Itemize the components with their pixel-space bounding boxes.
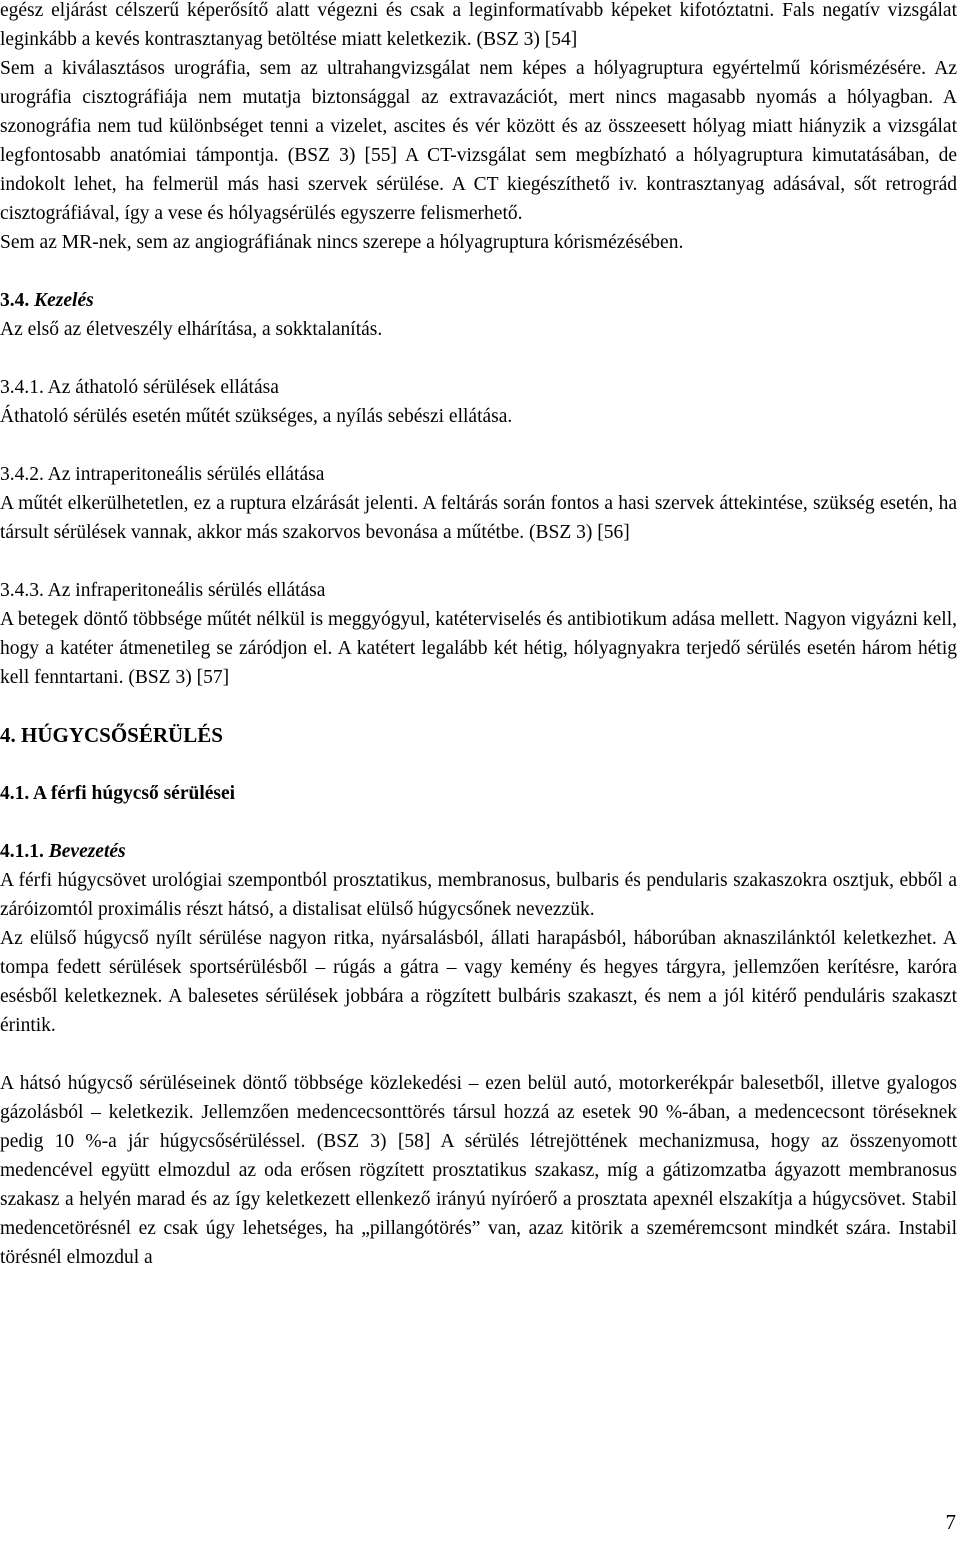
heading-4-1-1 [0, 837, 957, 866]
paragraph-ferfi-hugycso: A férfi húgycsövet urológiai szempontból prosztatikus, membranosus, bulbaris és pendularis szakaszokra osztjuk, ebből a záróizomtól proximális részt hátsó, a distalisat elülső húgycsőnek nevezzük. [0, 870, 957, 920]
page-number: 7 [945, 1510, 956, 1534]
heading-3-4-title: Kezelés [34, 290, 94, 311]
paragraph-elulso-hugycso: Az elülső húgycső nyílt sérülése nagyon ritka, nyársalásból, állati harapásból, háborúban aknaszilánktól keletkezhet. A tompa fedett sérülések sportsérülésből – rúgás a gátra – vagy kemény és hegyes tárgyra, jellemzően kerítésre, karóra esésből keletkeznek. A balesetes sérülések jobbára a rögzített bulbáris szakaszt, és nem a jól kitérő penduláris szakaszt érintik. [0, 928, 957, 1036]
paragraph-mr-angiografia: Sem az MR-nek, sem az angiográfiának nincs szerepe a hólyagruptura kórismézésében. [0, 232, 684, 253]
paragraph-fals-negativ: egész eljárást célszerű képerősítő alatt végezni és csak a leginformatívabb képeket kifotóztatni. Fals negatív vizsgálat leginkább a kevés kontrasztanyag betöltése miatt keletkezik. (BSZ 3) [54] [0, 0, 957, 50]
heading-4: 4. HÚGYCSŐSÉRÜLÉS [0, 723, 223, 747]
heading-3-4-number: 3.4. [0, 290, 30, 311]
heading-3-4-1: 3.4.1. Az áthatoló sérülések ellátása [0, 377, 279, 398]
heading-3-4-2: 3.4.2. Az intraperitoneális sérülés ellátása [0, 464, 325, 485]
paragraph-kezeles: Az első az életveszély elhárítása, a sokktalanítás. [0, 319, 383, 340]
heading-4-1-1-title: Bevezetés [48, 841, 126, 862]
heading-4-1: 4.1. A férfi húgycső sérülései [0, 783, 236, 804]
heading-4-1-1-number: 4.1.1. [0, 841, 44, 862]
paragraph-urografia: Sem a kiválasztásos urográfia, sem az ultrahangvizsgálat nem képes a hólyagruptura egyértelmű kórismézésére. Az urográfia cisztográfiája nem mutatja biztonsággal az extravazációt, mert nincs magasabb nyomás a hólyagban. A szonográfia nem tud különbséget tenni a vizelet, ascites és vér között és az összeesett hólyag miatt hiányzik a vizsgálat legfontosabb anatómiai támpontja. (BSZ 3) [55] A CT-vizsgálat sem megbízható a hólyagruptura kimutatásában, de indokolt lehet, ha felmerül más hasi szervek sérülése. A CT kiegészíthető iv. kontrasztanyag adásával, sőt retrográd cisztográfiával, így a vese és hólyagsérülés egyszerre felismerhető. [0, 58, 957, 224]
paragraph-hatso-hugycso: A hátsó húgycső sérüléseinek döntő többsége közlekedési – ezen belül autó, motorkerékpár balesetből, illetve gyalogos gázolásból – keletkezik. Jellemzően medencecsonttörés társul hozzá az esetek 90 %-ában, a medencecsont töréseknek pedig 10 %-a jár húgycsősérüléssel. (BSZ 3) [58] A sérülés létrejöttének mechanizmusa, hogy az összenyomott medencével együtt elmozdul az oda erősen rögzített prosztatikus szakasz, míg a gátizomzatba ágyazott membranosus szakasz a helyén marad és az így keletkezett ellenkező irányú nyíróerő a prosztata apexnél elszakítja a húgycsövet. Stabil medencetörésnél ez csak úgy lehetséges, ha „pillangótörés” van, azaz kitörik a szeméremcsont mindkét szára. Instabil törésnél elmozdul a [0, 1073, 957, 1268]
heading-3-4-3: 3.4.3. Az infraperitoneális sérülés ellátása [0, 580, 326, 601]
paragraph-athatolo: Áthatoló sérülés esetén műtét szükséges, a nyílás sebészi ellátása. [0, 406, 513, 427]
paragraph-intraperitonealis: A műtét elkerülhetetlen, ez a ruptura elzárását jelenti. A feltárás során fontos a hasi szervek áttekintése, szükség esetén, ha társult sérülések vannak, akkor más szakorvos bevonása a műtétbe. (BSZ 3) [56] [0, 493, 957, 543]
paragraph-infraperitonealis: A betegek döntő többsége műtét nélkül is meggyógyul, katéterviselés és antibiotikum adása mellett. Nagyon vigyázni kell, hogy a katéter átmenetileg se záródjon el. A katétert legalább két hétig, hólyagnyakra terjedő sérülés esetén három hétig kell fenntartani. (BSZ 3) [57] [0, 609, 957, 688]
heading-3-4 [0, 286, 957, 315]
